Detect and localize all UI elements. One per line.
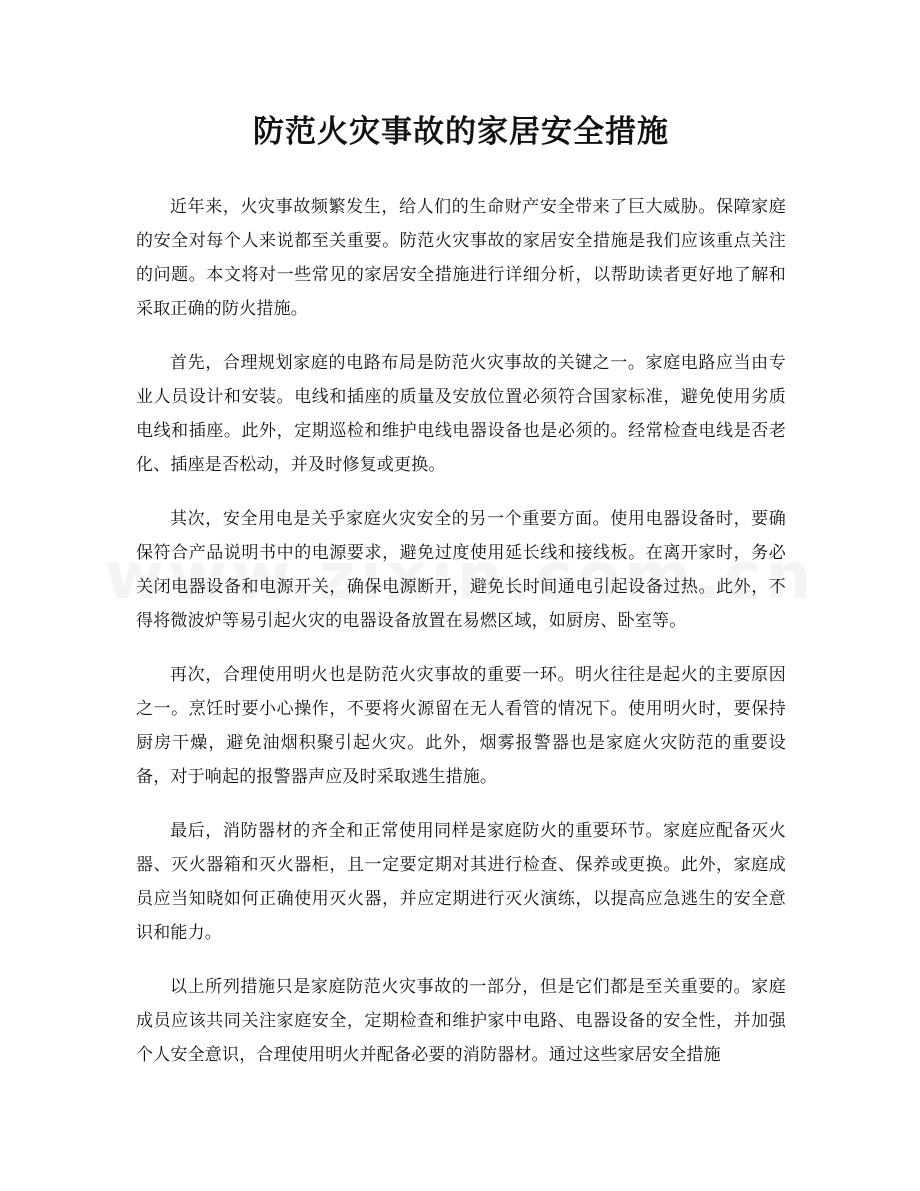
document-title: 防范火灾事故的家居安全措施 [253,114,669,150]
paragraph-electrical-safety: 其次，安全用电是关乎家庭火灾安全的另一个重要方面。使用电器设备时，要确保符合产品说明书中的电源要求，避免过度使用延长线和接线板。在离开家时，务必关闭电器设备和电源开关，确保电源断开，避免长时间通电引起设备过热。此外，不得将微波炉等易引起火灾的电器设备放置在易燃区域，如厨房、卧室等。 [136,509,786,631]
paragraph-open-flame: 再次，合理使用明火也是防范火灾事故的重要一环。明火往往是起火的主要原因之一。烹饪时要小心操作，不要将火源留在无人看管的情况下。使用明火时，要保持厨房干燥，避免油烟积聚引起火灾。此外，烟雾报警器也是家庭火灾防范的重要设备，对于响起的报警器声应及时采取逃生措施。 [136,665,786,787]
paragraph-fire-equipment: 最后，消防器材的齐全和正常使用同样是家庭防火的重要环节。家庭应配备灭火器、灭火器箱和灭火器柜，且一定要定期对其进行检查、保养或更换。此外，家庭成员应当知晓如何正确使用灭火器，并应定期进行灭火演练，以提高应急逃生的安全意识和能力。 [136,821,786,943]
paragraph-circuit-layout: 首先，合理规划家庭的电路布局是防范火灾事故的关键之一。家庭电路应当由专业人员设计和安装。电线和插座的质量及安放位置必须符合国家标准，避免使用劣质电线和插座。此外，定期巡检和维护电线电器设备也是必须的。经常检查电线是否老化、插座是否松动，并及时修复或更换。 [136,353,786,475]
paragraph-intro: 近年来，火灾事故频繁发生，给人们的生命财产安全带来了巨大威胁。保障家庭的安全对每个人来说都至关重要。防范火灾事故的家居安全措施是我们应该重点关注的问题。本文将对一些常见的家居安全措施进行详细分析，以帮助读者更好地了解和采取正确的防火措施。 [136,197,786,319]
paragraph-summary: 以上所列措施只是家庭防范火灾事故的一部分，但是它们都是至关重要的。家庭成员应该共同关注家庭安全，定期检查和维护家中电路、电器设备的安全性，并加强个人安全意识，合理使用明火并配备必要的消防器材。通过这些家居安全措施 [136,977,786,1065]
